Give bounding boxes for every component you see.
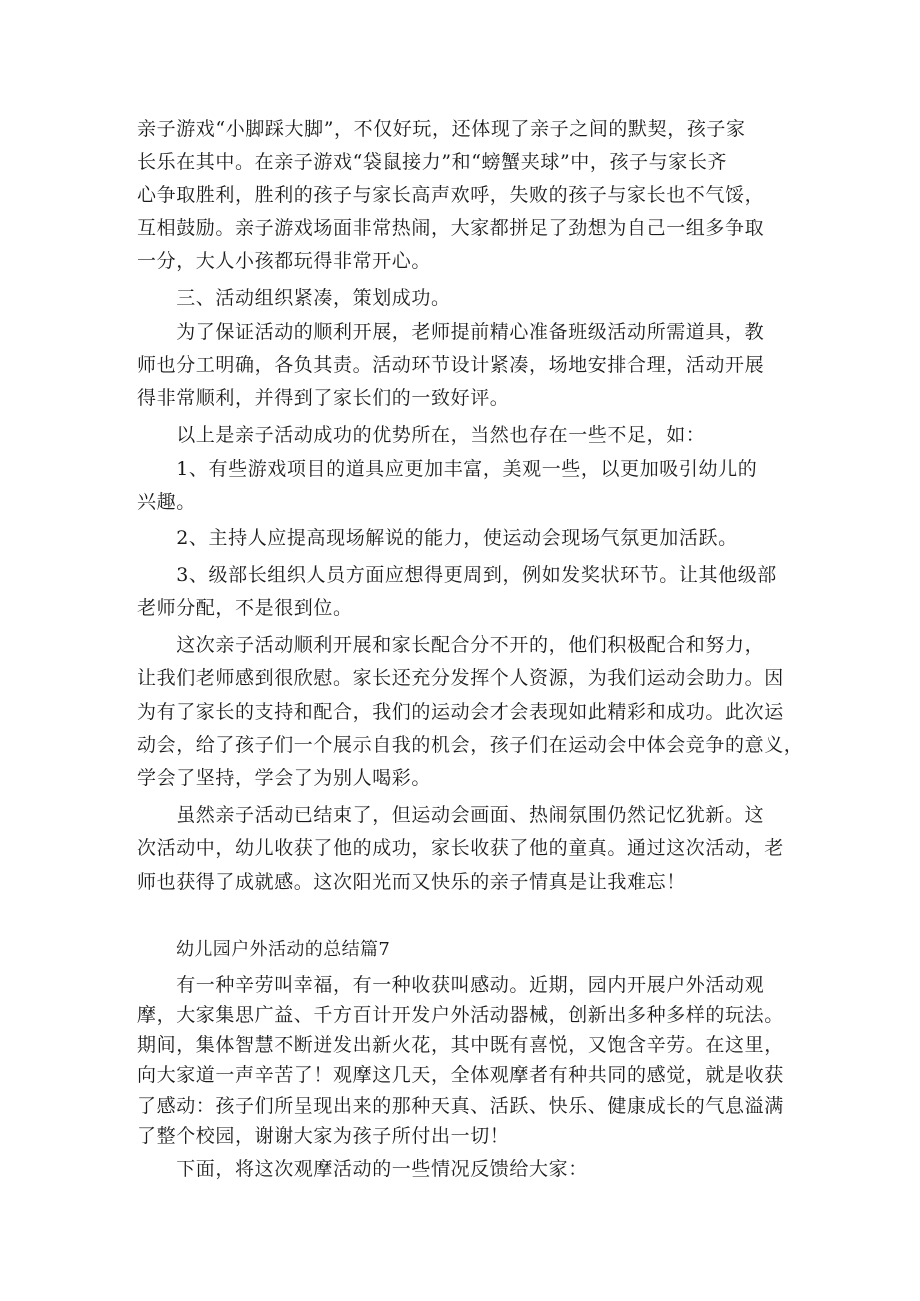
body-line: 互相鼓励。亲子游戏场面非常热闹，大家都拼足了劲想为自己一组多争取 <box>137 217 765 239</box>
body-line: 亲子游戏“小脚踩大脚”，不仅好玩，还体现了亲子之间的默契，孩子家 <box>137 118 746 140</box>
body-line: 有一种辛劳叫幸福，有一种收获叫感动。近期，园内开展户外活动观 <box>137 974 765 996</box>
section-subheading: 三、活动组织紧凑，策划成功。 <box>137 287 451 309</box>
body-line: 这次亲子活动顺利开展和家长配合分不开的，他们积极配合和努力， <box>137 634 765 656</box>
body-line: 次活动中，幼儿收获了他的成功，家长收获了他的童真。通过这次活动，老 <box>137 837 784 859</box>
body-line: 虽然亲子活动已结束了，但运动会画面、热闹氛围仍然记忆犹新。这 <box>137 804 765 826</box>
body-line: 向大家道一声辛苦了！观摩这几天，全体观摩者有种共同的感觉，就是收获 <box>137 1064 784 1086</box>
body-line: 师也分工明确，各负其责。活动环节设计紧凑，场地安排合理，活动开展 <box>137 354 765 376</box>
body-line: 老师分配，不是很到位。 <box>137 597 353 619</box>
body-line: 让我们老师感到很欣慰。家长还充分发挥个人资源，为我们运动会助力。因 <box>137 667 784 689</box>
body-line: 兴趣。 <box>137 491 196 513</box>
body-line: 学会了坚持，学会了为别人喝彩。 <box>137 767 432 789</box>
body-line: 以上是亲子活动成功的优势所在，当然也存在一些不足，如： <box>137 424 706 446</box>
body-line: 摩，大家集思广益、千方百计开发户外活动器械，创新出多种多样的玩法。 <box>137 1004 784 1026</box>
body-line: 了整个校园，谢谢大家为孩子所付出一切！ <box>137 1125 510 1147</box>
body-line: 期间，集体智慧不断迸发出新火花，其中既有喜悦，又饱含辛劳。在这里， <box>137 1034 784 1056</box>
body-line: 得非常顺利，并得到了家长们的一致好评。 <box>137 387 510 409</box>
body-line: 心争取胜利，胜利的孩子与家长高声欢呼，失败的孩子与家长也不气馁， <box>137 184 765 206</box>
body-line: 下面，将这次观摩活动的一些情况反馈给大家： <box>137 1158 588 1180</box>
body-line: 一分，大人小孩都玩得非常开心。 <box>137 250 432 272</box>
body-line: 了感动：孩子们所呈现出来的那种天真、活跃、快乐、健康成长的气息溢满 <box>137 1095 784 1117</box>
body-line: 动会，给了孩子们一个展示自我的机会，孩子们在运动会中体会竞争的意义， <box>137 734 804 756</box>
section-heading: 幼儿园户外活动的总结篇7 <box>176 939 391 960</box>
list-item: 1、有些游戏项目的道具应更加丰富，美观一些，以更加吸引幼儿的 <box>137 458 758 480</box>
list-item: 2、主持人应提高现场解说的能力，使运动会现场气氛更加活跃。 <box>137 527 738 549</box>
list-item: 3、级部长组织人员方面应想得更周到，例如发奖状环节。让其他级部 <box>137 564 777 586</box>
body-line: 师也获得了成就感。这次阳光而又快乐的亲子情真是让我难忘！ <box>137 871 686 893</box>
body-line: 长乐在其中。在亲子游戏“袋鼠接力”和“螃蟹夹球”中，孩子与家长齐 <box>137 151 728 173</box>
body-line: 为有了家长的支持和配合，我们的运动会才会表现如此精彩和成功。此次运 <box>137 701 784 723</box>
body-line: 为了保证活动的顺利开展，老师提前精心准备班级活动所需道具，教 <box>137 321 765 343</box>
